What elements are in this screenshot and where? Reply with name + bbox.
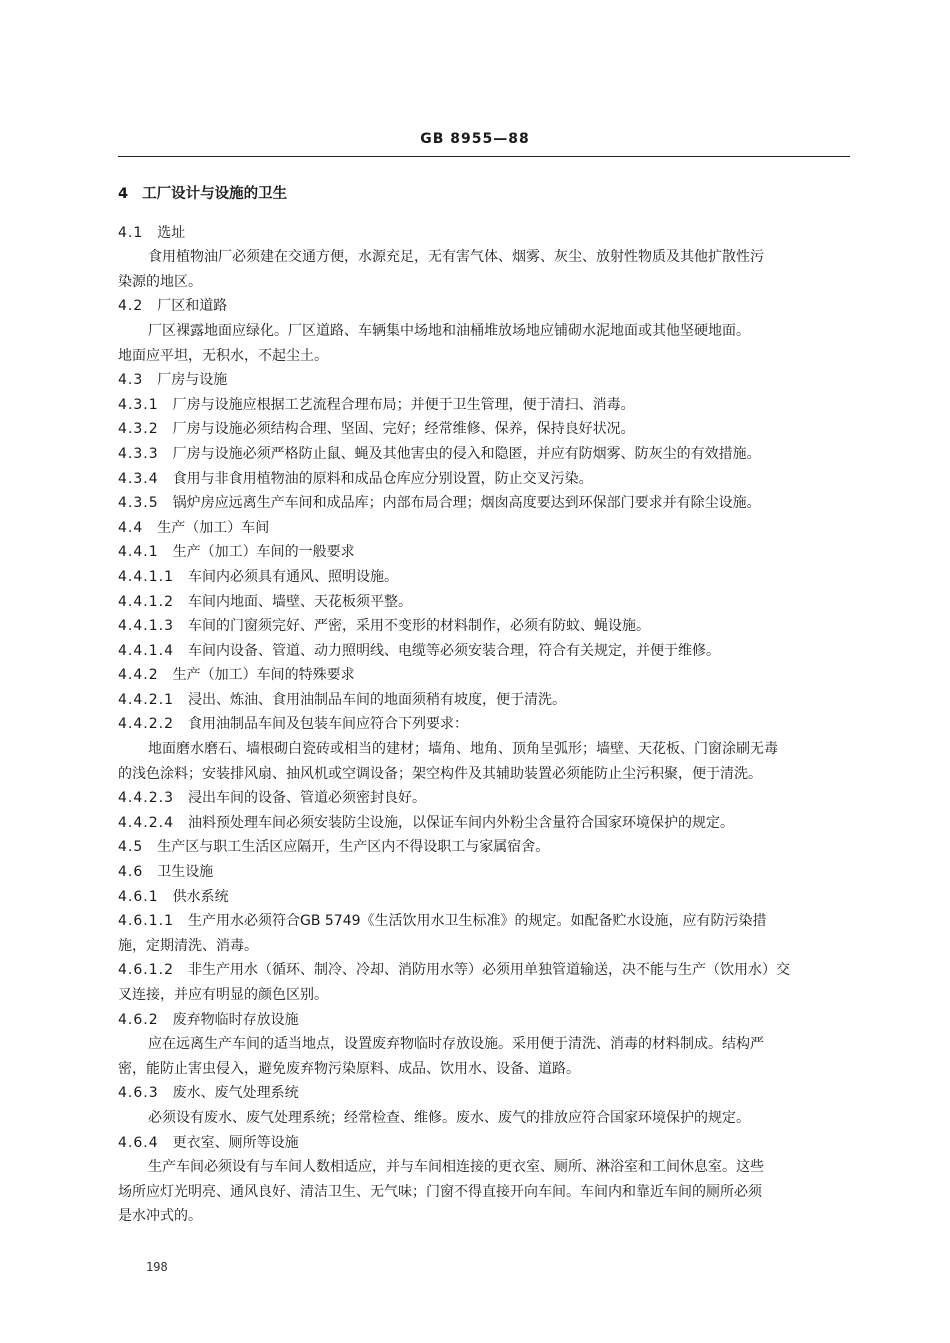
section-number: 4.1 xyxy=(118,224,144,241)
chapter-title: 工厂设计与设施的卫生 xyxy=(142,186,288,202)
section-heading xyxy=(118,516,858,541)
clause-number: 4.4.2.1 xyxy=(118,691,174,708)
section-number: 4.2 xyxy=(118,298,144,315)
clause xyxy=(118,393,858,418)
page-number: 198 xyxy=(146,1260,168,1274)
subsection-heading xyxy=(118,885,858,910)
clause xyxy=(118,417,858,442)
clause-text: 厂房与设施应根据工艺流程合理布局；并便于卫生管理，便于清扫、消毒。 xyxy=(172,396,635,413)
section-heading xyxy=(118,368,858,393)
clause-text: 车间的门窗须完好、严密，采用不变形的材料制作，必须有防蚊、蝇设施。 xyxy=(187,618,650,635)
standard-header: GB 8955—88 xyxy=(420,131,530,147)
clause-text: 锅炉房应远离生产车间和成品库；内部布局合理；烟囱高度要达到环保部门要求并有除尘设施。 xyxy=(172,495,761,512)
section-heading xyxy=(118,294,858,319)
paragraph-line: 场所应灯光明亮、通风良好、清洁卫生、无气味；门窗不得直接开向车间。车间内和靠近车间的厕所必须 xyxy=(118,1183,762,1200)
subsection-number: 4.6.3 xyxy=(118,1085,159,1102)
paragraph-line: 地面应平坦，无积水，不起尘土。 xyxy=(118,347,328,364)
subsection-number: 4.4.2 xyxy=(118,667,159,684)
clause xyxy=(118,614,858,639)
paragraph-line: 的浅色涂料；安装排风扇、抽风机或空调设备；架空构件及其辅助装置必须能防止尘污积聚，便于清洗。 xyxy=(118,765,762,782)
clause-number: 4.3.5 xyxy=(118,495,159,512)
header-rule xyxy=(118,156,850,157)
clause-number: 4.4.2.3 xyxy=(118,790,174,807)
subsection-number: 4.6.4 xyxy=(118,1134,159,1151)
section-title: 卫生设施 xyxy=(157,864,214,881)
subsection-number: 4.4.1 xyxy=(118,544,159,561)
section-title: 厂区和道路 xyxy=(157,298,228,315)
clause-number: 4.4.1.1 xyxy=(118,568,174,585)
section-number: 4.6 xyxy=(118,864,144,881)
paragraph-line: 食用植物油厂必须建在交通方便，水源充足，无有害气体、烟雾、灰尘、放射性物质及其他扩散性污 xyxy=(148,249,764,266)
paragraph-line: 厂区裸露地面应绿化。厂区道路、车辆集中场地和油桶堆放场地应铺砌水泥地面或其他坚硬地面。 xyxy=(148,322,750,339)
subsection-title: 生产（加工）车间的一般要求 xyxy=(172,544,355,561)
subsection-title: 废弃物临时存放设施 xyxy=(172,1011,299,1028)
subsection-number: 4.6.1 xyxy=(118,888,159,905)
paragraph-line: 应在远离生产车间的适当地点，设置废弃物临时存放设施。采用便于清洗、消毒的材料制成。结构严 xyxy=(148,1036,764,1053)
subsection-title: 更衣室、厕所等设施 xyxy=(172,1134,299,1151)
clause-continuation: 施，定期清洗、消毒。 xyxy=(118,937,258,954)
clause-text: 浸出车间的设备、管道必须密封良好。 xyxy=(187,790,426,807)
clause xyxy=(118,590,858,615)
paragraph-line: 生产车间必须设有与车间人数相适应，并与车间相连接的更衣室、厕所、淋浴室和工间休息室。这些 xyxy=(148,1159,764,1176)
section-title: 生产（加工）车间 xyxy=(157,519,270,536)
clause xyxy=(118,958,858,983)
clause-number: 4.4.1.3 xyxy=(118,618,174,635)
section-title: 厂房与设施 xyxy=(157,372,228,389)
clause xyxy=(118,811,858,836)
section-heading xyxy=(118,835,858,860)
clause-number: 4.4.2.2 xyxy=(118,716,174,733)
clause-number: 4.3.1 xyxy=(118,396,159,413)
subsection-title: 生产（加工）车间的特殊要求 xyxy=(172,667,355,684)
chapter-number: 4 xyxy=(118,186,129,202)
clause-text: 油料预处理车间必须安装防尘设施，以保证车间内外粉尘含量符合国家环境保护的规定。 xyxy=(187,814,734,831)
clause-text: 生产用水必须符合GB 5749《生活饮用水卫生标准》的规定。如配备贮水设施，应有防污染措 xyxy=(187,913,767,930)
clause-number: 4.6.1.2 xyxy=(118,962,174,979)
clause-text: 车间内设备、管道、动力照明线、电缆等必须安装合理，符合有关规定，并便于维修。 xyxy=(187,642,720,659)
clause-number: 4.3.4 xyxy=(118,470,159,487)
chapter-heading xyxy=(118,182,858,207)
clause-number: 4.3.3 xyxy=(118,445,159,462)
section-heading xyxy=(118,860,858,885)
clause-text: 车间内必须具有通风、照明设施。 xyxy=(187,568,398,585)
section-number: 4.3 xyxy=(118,372,144,389)
clause-text: 非生产用水（循环、制冷、冷却、消防用水等）必须用单独管道输送，决不能与生产（饮用水）交 xyxy=(187,962,790,979)
clause xyxy=(118,786,858,811)
clause-number: 4.4.1.4 xyxy=(118,642,174,659)
paragraph-line: 是水冲式的。 xyxy=(118,1208,202,1225)
clause-text: 车间内地面、墙壁、天花板须平整。 xyxy=(187,593,412,610)
clause-number: 4.4.1.2 xyxy=(118,593,174,610)
section-title: 选址 xyxy=(157,224,186,241)
subsection-heading xyxy=(118,1008,858,1033)
subsection-heading xyxy=(118,1081,858,1106)
clause xyxy=(118,712,858,737)
paragraph-line: 染源的地区。 xyxy=(118,273,202,290)
document-body xyxy=(118,182,858,1229)
section-heading xyxy=(118,221,858,246)
clause xyxy=(118,688,858,713)
subsection-number: 4.6.2 xyxy=(118,1011,159,1028)
clause-continuation: 叉连接，并应有明显的颜色区别。 xyxy=(118,987,328,1003)
clause xyxy=(118,565,858,590)
subsection-heading xyxy=(118,663,858,688)
clause xyxy=(118,909,858,934)
clause xyxy=(118,442,858,467)
clause-text: 食用与非食用植物油的原料和成品仓库应分别设置，防止交叉污染。 xyxy=(172,470,593,487)
clause-text: 厂房与设施必须严格防止鼠、蝇及其他害虫的侵入和隐匿，并应有防烟雾、防灰尘的有效措施。 xyxy=(172,445,761,462)
clause xyxy=(118,467,858,492)
clause-text: 浸出、炼油、食用油制品车间的地面须稍有坡度，便于清洗。 xyxy=(187,691,566,708)
paragraph-line: 密，能防止害虫侵入，避免废弃物污染原料、成品、饮用水、设备、道路。 xyxy=(118,1060,580,1077)
clause xyxy=(118,491,858,516)
subsection-heading xyxy=(118,540,858,565)
clause-text: 厂房与设施必须结构合理、坚固、完好；经常维修、保养，保持良好状况。 xyxy=(172,421,635,438)
paragraph-line: 必须设有废水、废气处理系统；经常检查、维修。废水、废气的排放应符合国家环境保护的规定。 xyxy=(148,1109,750,1126)
subsection-heading xyxy=(118,1131,858,1156)
clause-number: 4.3.2 xyxy=(118,421,159,438)
clause-text: 食用油制品车间及包装车间应符合下列要求： xyxy=(187,716,468,733)
subsection-title: 废水、废气处理系统 xyxy=(172,1085,299,1102)
section-number: 4.4 xyxy=(118,519,144,536)
clause-number: 4.4.2.4 xyxy=(118,814,174,831)
clause-number: 4.6.1.1 xyxy=(118,913,174,930)
paragraph-line: 地面磨水磨石、墙根砌白瓷砖或相当的建材；墙角、地角、顶角呈弧形；墙壁、天花板、门窗涂刷无毒 xyxy=(148,741,778,758)
clause xyxy=(118,639,858,664)
section-number: 4.5 xyxy=(118,839,144,856)
section-text: 生产区与职工生活区应隔开，生产区内不得设职工与家属宿舍。 xyxy=(157,839,550,856)
subsection-title: 供水系统 xyxy=(172,888,229,905)
